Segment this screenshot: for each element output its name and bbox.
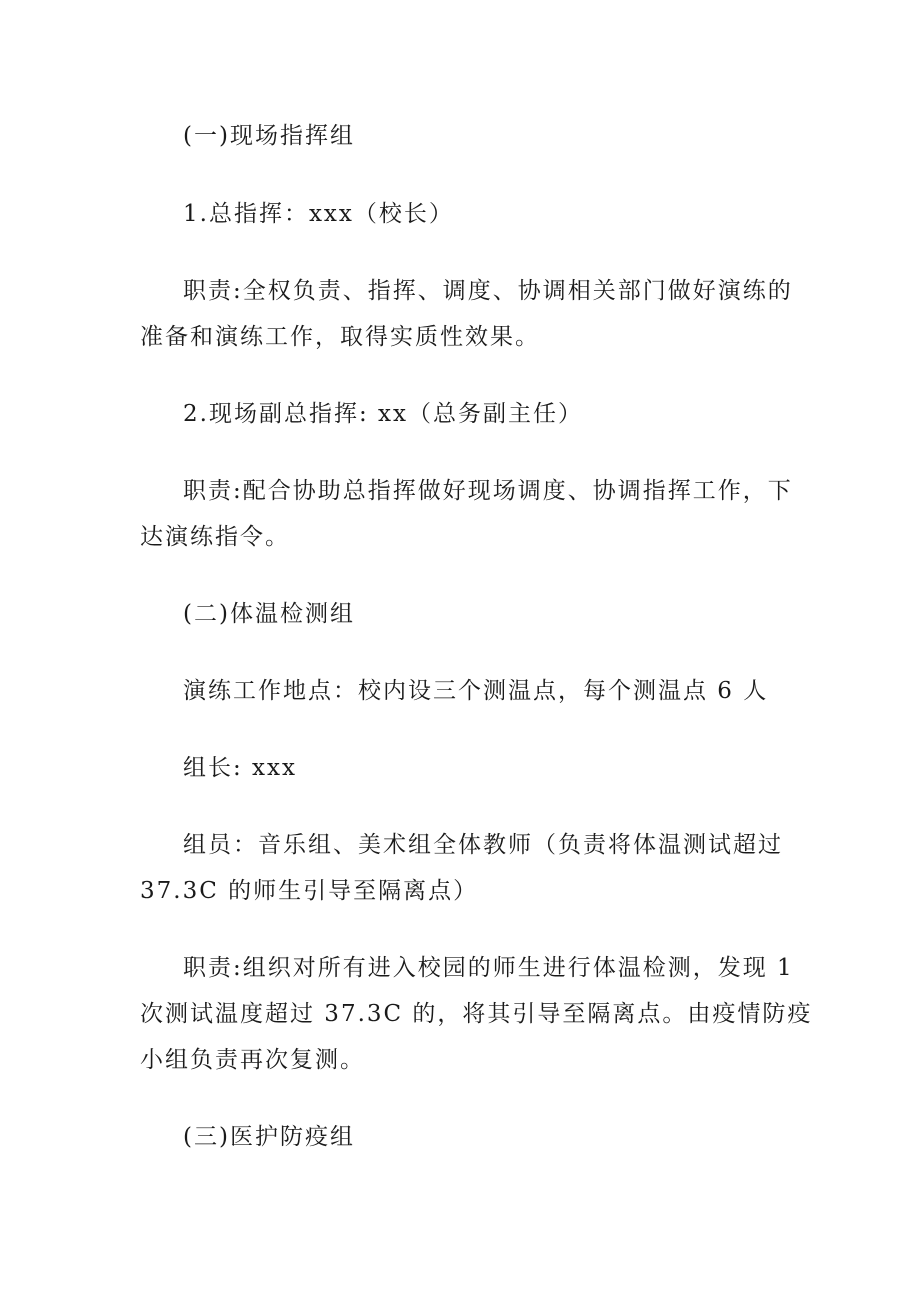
deputy-commander-title: 2.现场副总指挥: xx（总务副主任） [183, 401, 583, 427]
temperature-duty-line2: 次测试温度超过 37.3C 的，将其引导至隔离点。由疫情防疫 [140, 1001, 813, 1027]
temperature-members-line1: 组员：音乐组、美术组全体教师（负责将体温测试超过 [183, 832, 783, 858]
temperature-members-line2: 37.3C 的师生引导至隔离点） [140, 878, 479, 904]
temperature-leader: 组长: xxx [183, 755, 297, 781]
chief-commander-duty-line1: 职责:全权负责、指挥、调度、协调相关部门做好演练的 [183, 278, 793, 304]
section-heading-command: (一)现场指挥组 [183, 123, 355, 149]
temperature-location: 演练工作地点：校内设三个测温点，每个测温点 6 人 [183, 678, 769, 704]
chief-commander-title: 1.总指挥：xxx（校长） [183, 201, 454, 227]
section-heading-medical: (三)医护防疫组 [183, 1124, 355, 1150]
deputy-commander-duty-line2: 达演练指令。 [140, 524, 290, 550]
temperature-duty-line1: 职责:组织对所有进入校园的师生进行体温检测，发现 1 [183, 955, 794, 981]
chief-commander-duty-line2: 准备和演练工作，取得实质性效果。 [140, 324, 540, 350]
deputy-commander-duty-line1: 职责:配合协助总指挥做好现场调度、协调指挥工作，下 [183, 478, 793, 504]
section-heading-temperature: (二)体温检测组 [183, 601, 355, 627]
temperature-duty-line3: 小组负责再次复测。 [140, 1047, 365, 1073]
